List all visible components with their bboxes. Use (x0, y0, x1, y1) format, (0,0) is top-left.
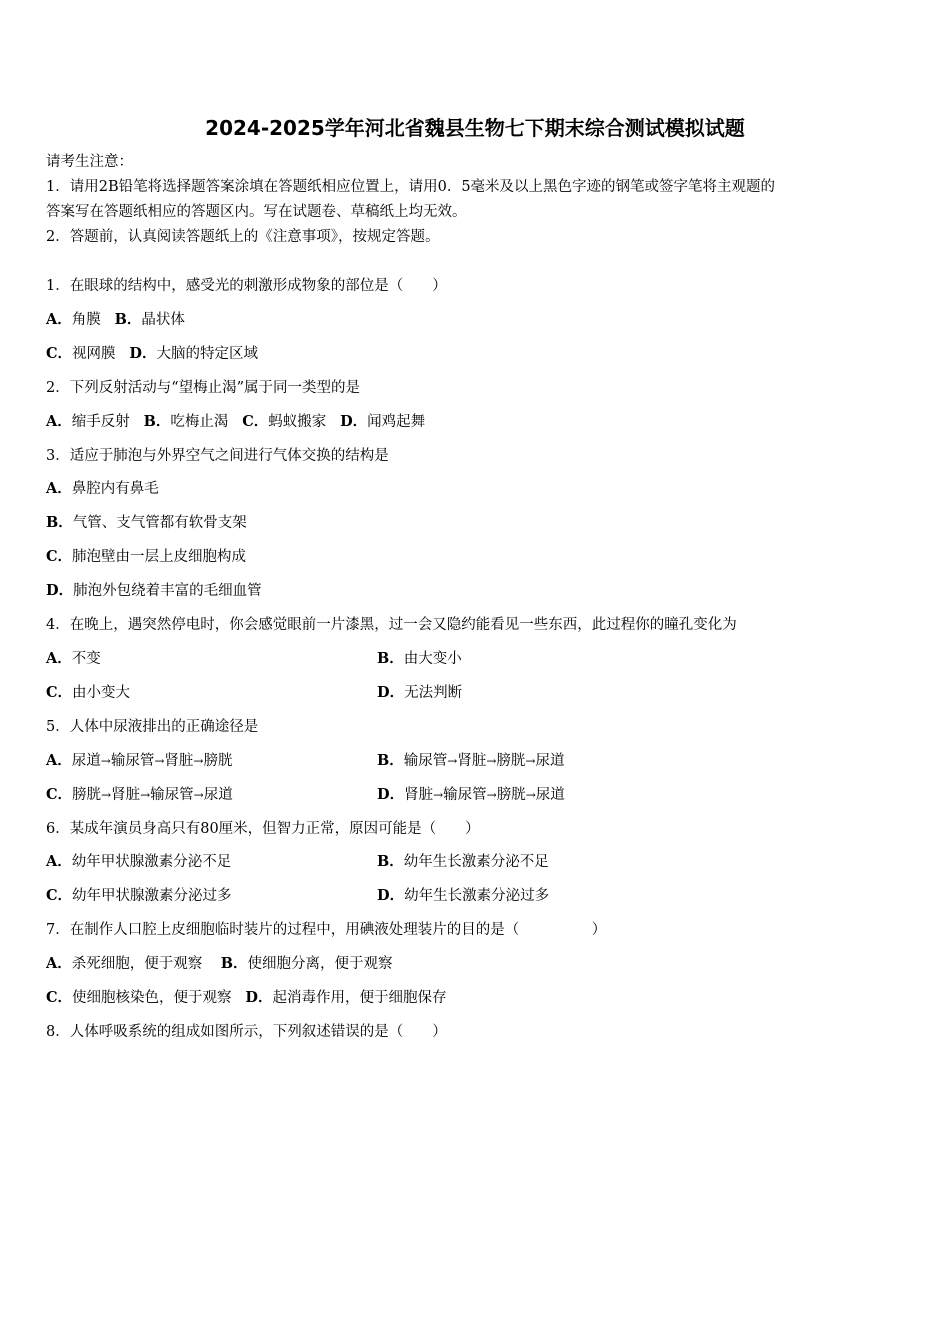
question-5-option-b (377, 751, 564, 771)
option-label: B． (377, 853, 404, 870)
option-a: 鼻腔内有鼻毛 (71, 481, 159, 497)
notice-heading: 请考生注意： (46, 154, 133, 170)
option-label: D． (129, 345, 157, 362)
question-7-options-cd (46, 988, 446, 1008)
option-b: 使细胞分离，便于观察 (247, 956, 393, 972)
option-d: 无法判断 (404, 685, 463, 701)
option-c: 蚂蚁搬家 (268, 414, 327, 430)
question-2-options (46, 412, 425, 432)
option-a: 缩手反射 (71, 414, 130, 430)
question-6-option-c (46, 886, 232, 906)
question-4-stem: 4．在晚上，遇突然停电时，你会感觉眼前一片漆黑，过一会又隐约能看见一些东西，此过程你的瞳孔变化为 (46, 617, 737, 633)
option-label: A． (46, 650, 72, 667)
option-d-step: 肾脏 (404, 787, 434, 803)
arrow-icon: → (525, 754, 536, 768)
question-5-option-c (46, 785, 233, 805)
option-c-step: 膀胱 (72, 787, 102, 803)
option-label: D． (377, 786, 405, 803)
arrow-icon: → (433, 788, 444, 802)
option-c: 幼年甲状腺激素分泌过多 (72, 888, 232, 904)
question-4-option-a (46, 649, 101, 669)
option-label: B． (114, 311, 142, 328)
option-label: B． (46, 514, 73, 531)
question-4-option-b (377, 649, 462, 669)
option-b: 吃梅止渴 (170, 414, 229, 430)
option-c: 视网膜 (72, 346, 116, 362)
option-label: C． (46, 989, 73, 1006)
option-label: C． (46, 345, 73, 362)
option-a: 幼年甲状腺激素分泌不足 (71, 854, 232, 870)
question-6-option-b (377, 852, 549, 872)
question-7-stem: 7．在制作人口腔上皮细胞临时装片的过程中，用碘液处理装片的目的是（ ） (46, 922, 607, 938)
option-label: A． (46, 480, 72, 497)
page-title: 2024-2025学年河北省魏县生物七下期末综合测试模拟试题 (205, 116, 745, 140)
option-d-step: 尿道 (535, 787, 565, 803)
option-label: D． (46, 582, 74, 599)
option-a-step: 尿道 (71, 753, 101, 769)
option-a: 角膜 (71, 312, 101, 328)
notice-line-3: 2．答题前，认真阅读答题纸上的《注意事项》，按规定答题。 (46, 229, 440, 245)
question-5-option-a (46, 751, 232, 771)
option-label: A． (46, 311, 72, 328)
option-c: 肺泡壁由一层上皮细胞构成 (72, 549, 247, 565)
question-3-stem: 3．适应于肺泡与外界空气之间进行气体交换的结构是 (46, 448, 389, 464)
arrow-icon: → (486, 788, 497, 802)
question-5-stem: 5．人体中尿液排出的正确途径是 (46, 719, 259, 735)
option-label: A． (46, 752, 72, 769)
notice-line-1: 1．请用2B铅笔将选择题答案涂填在答题纸相应位置上，请用0．5毫米及以上黑色字迹的钢笔或签字笔将主观题的 (46, 179, 776, 195)
option-label: D． (340, 413, 368, 430)
option-b: 气管、支气管都有软骨支架 (72, 515, 247, 531)
arrow-icon: → (193, 754, 204, 768)
question-5-option-d (377, 785, 565, 805)
option-a: 杀死细胞，便于观察 (71, 956, 203, 972)
arrow-icon: → (525, 788, 536, 802)
question-7-options-ab (46, 954, 392, 974)
arrow-icon: → (486, 754, 497, 768)
question-8-stem: 8．人体呼吸系统的组成如图所示，下列叙述错误的是（ ） (46, 1024, 447, 1040)
option-b-step: 肾脏 (457, 753, 487, 769)
option-label: A． (46, 413, 72, 430)
option-label: B． (143, 413, 171, 430)
option-b-step: 尿道 (535, 753, 565, 769)
option-a-step: 肾脏 (164, 753, 194, 769)
question-3-option-c (46, 547, 246, 567)
option-a: 不变 (71, 651, 101, 667)
option-d-step: 膀胱 (496, 787, 526, 803)
notice-line-2: 答案写在答题纸相应的答题区内。写在试题卷、草稿纸上均无效。 (46, 204, 467, 220)
option-b-step: 膀胱 (496, 753, 526, 769)
question-1-stem: 1．在眼球的结构中，感受光的刺激形成物象的部位是（ ） (46, 278, 447, 294)
option-d: 起消毒作用，便于细胞保存 (272, 990, 447, 1006)
question-3-option-b (46, 513, 247, 533)
arrow-icon: → (140, 788, 151, 802)
option-b: 幼年生长激素分泌不足 (403, 854, 549, 870)
question-4-option-c (46, 683, 130, 703)
option-d-step: 输尿管 (443, 787, 487, 803)
question-6-stem: 6．某成年演员身高只有80厘米，但智力正常，原因可能是（ ） (46, 821, 480, 837)
option-d: 肺泡外包绕着丰富的毛细血管 (73, 583, 262, 599)
arrow-icon: → (154, 754, 165, 768)
option-d: 大脑的特定区域 (156, 346, 258, 362)
question-4-option-d (377, 683, 462, 703)
arrow-icon: → (101, 788, 112, 802)
question-6-option-a (46, 852, 231, 872)
option-label: D． (377, 684, 405, 701)
option-c-step: 肾脏 (111, 787, 141, 803)
option-label: C． (46, 548, 73, 565)
option-c-step: 尿道 (203, 787, 233, 803)
option-a-step: 输尿管 (110, 753, 155, 769)
question-6-option-d (377, 886, 549, 906)
option-label: D． (245, 989, 273, 1006)
option-a-step: 膀胱 (203, 753, 233, 769)
option-label: D． (377, 887, 405, 904)
option-label: C． (46, 887, 73, 904)
option-b: 由大变小 (403, 651, 462, 667)
option-label: A． (46, 955, 72, 972)
option-c: 由小变大 (72, 685, 131, 701)
arrow-icon: → (193, 788, 204, 802)
option-c: 使细胞核染色，便于观察 (72, 990, 232, 1006)
option-label: B． (377, 752, 404, 769)
question-3-option-d (46, 581, 262, 601)
option-d: 闻鸡起舞 (367, 414, 426, 430)
question-1-options-ab (46, 310, 185, 330)
question-3-option-a (46, 479, 159, 499)
option-label: C． (46, 684, 73, 701)
question-2-stem: 2．下列反射活动与“望梅止渴”属于同一类型的是 (46, 380, 361, 396)
option-c-step: 输尿管 (150, 787, 194, 803)
option-label: C． (46, 786, 73, 803)
option-label: C． (242, 413, 269, 430)
option-label: B． (220, 955, 248, 972)
option-d: 幼年生长激素分泌过多 (404, 888, 550, 904)
option-label: B． (377, 650, 404, 667)
arrow-icon: → (447, 754, 458, 768)
option-b-step: 输尿管 (403, 753, 448, 769)
option-label: A． (46, 853, 72, 870)
option-b: 晶状体 (141, 312, 185, 328)
arrow-icon: → (100, 754, 111, 768)
question-1-options-cd (46, 344, 258, 364)
